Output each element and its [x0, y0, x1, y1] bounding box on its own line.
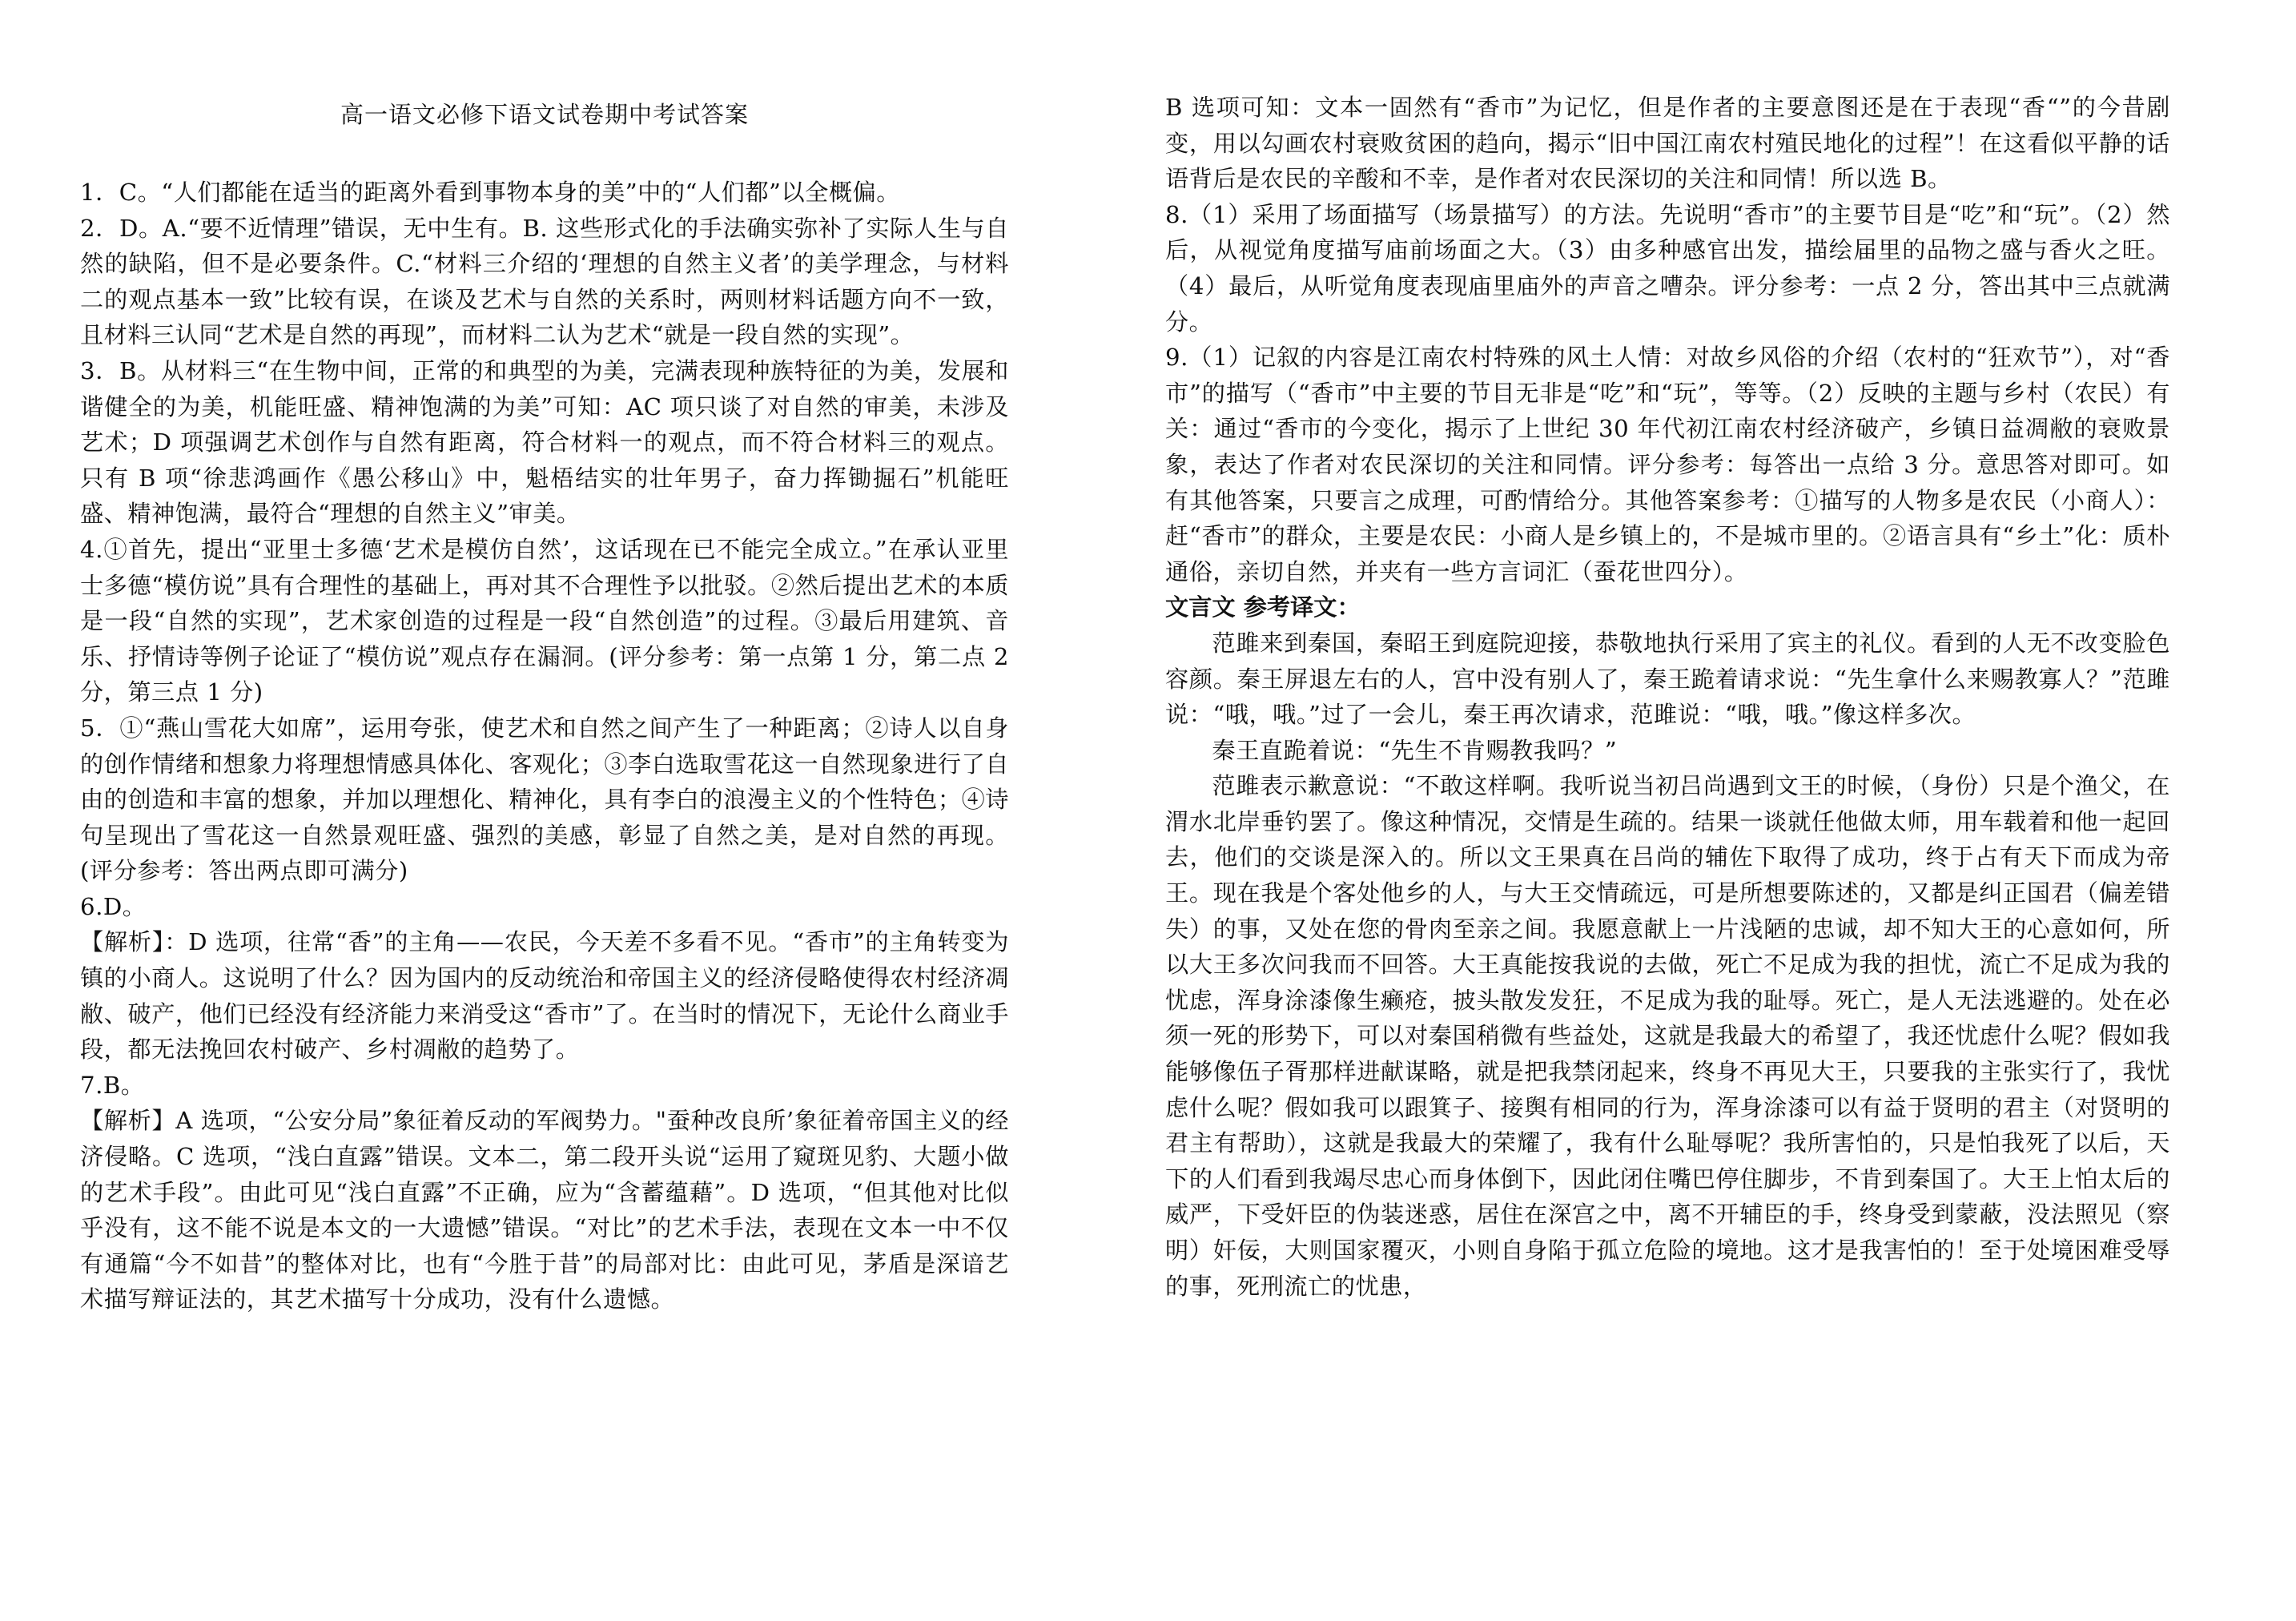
- answer-7: 7.B。: [80, 1071, 145, 1099]
- answer-3: 3．B。从材料三“在生物中间，正常的和典型的为美，完满表现种族特征的为美，发展和谐健全的为美，机能旺盛、精神饱满的为美”可知：AC 项只谈了对自然的审美，未涉及艺术；D 项强调艺术创作与自然有距离，符合材料一的观点，而不符合材料三的观点。只有 B 项“徐悲鸿画作《愚公移山》中，魁梧结实的壮年男子，奋力挥锄掘石”机能旺盛、精神饱满，最符合“理想的自然主义”审美。: [80, 356, 1009, 528]
- answer-1: 1．C。“人们都能在适当的距离外看到事物本身的美”中的“人们都”以全概偏。: [80, 179, 900, 206]
- answer-6-analysis: 【解析】：D 选项，往常“香”的主角——农民，今天差不多看不见。“香市”的主角转变为镇的小商人。这说明了什么？因为国内的反动统治和帝国主义的经济侵略使得农村经济凋敝、破产，他们已经没有经济能力来消受这“香市”了。在当时的情况下，无论什么商业手段，都无法挽回农村破产、乡村凋敝的趋势了。: [80, 928, 1009, 1064]
- document-title: 高一语文必修下语文试卷期中考试答案: [340, 101, 749, 128]
- answer-2: 2．D。A.“要不近情理”错误，无中生有。B. 这些形式化的手法确实弥补了实际人生与自然的缺陷，但不是必要条件。C.“材料三介绍的‘理想的自然主义者’的美学理念，与材料二的观点基本一致”比较有误，在谈及艺术与自然的关系时，两则材料话题方向不一致，且材料三认同“艺术是自然的再现”，而材料二认为艺术“就是一段自然的实现”。: [80, 214, 1009, 349]
- answer-7-analysis: 【解析】A 选项，“公安分局”象征着反动的军阀势力。"蚕种改良所’象征着帝国主义的经济侵略。C 选项，“浅白直露”错误。文本二，第二段开头说“运用了窥斑见豹、大题小做的艺术手段”。由此可见“浅白直露”不正确，应为“含蓄蕴藉”。D 选项，“但其他对比似乎没有，这不能不说是本文的一大遗憾”错误。“对比”的艺术手法，表现在文本一中不仅有通篇“今不如昔”的整体对比，也有“今胜于昔”的局部对比：由此可见，茅盾是深谙艺术描写辩证法的，其艺术描写十分成功，没有什么遗憾。: [80, 1107, 1009, 1313]
- classical-chinese-heading: 文言文 参考译文：: [1165, 593, 1361, 621]
- translation-paragraph-1: 范雎来到秦国，秦昭王到庭院迎接，恭敬地执行采用了宾主的礼仪。看到的人无不改变脸色容颜。秦王屏退左右的人，宫中没有别人了，秦王跪着请求说：“先生拿什么来赐教寡人？”范雎说：“哦，哦。”过了一会儿，秦王再次请求，范雎说：“哦，哦。”像这样多次。: [1165, 629, 2170, 729]
- answer-8: 8.（1）采用了场面描写（场景描写）的方法。先说明“香市”的主要节目是“吃”和“玩”。（2）然后，从视觉角度描写庙前场面之大。（3）由多种感官出发，描绘届里的品物之盛与香火之旺。（4）最后，从听觉角度表现庙里庙外的声音之嘈杂。评分参考：一点 2 分，答出其中三点就满分。: [1165, 200, 2170, 336]
- left-column: [80, 98, 1009, 1317]
- answer-7-continued: B 选项可知：文本一固然有“香市”为记忆，但是作者的主要意图还是在于表现“香“”的今昔剧变，用以勾画农村衰败贫困的趋向，揭示“旧中国江南农村殖民地化的过程”！在这看似平静的话语背后是农民的辛酸和不幸，是作者对农民深切的关注和同情！所以选 B。: [1165, 94, 2170, 193]
- translation-paragraph-2: 秦王直跪着说：“先生不肯赐教我吗？”: [1212, 736, 1618, 764]
- answer-4: 4.①首先，提出“亚里士多德‘艺术是模仿自然’，这话现在已不能完全成立。”在承认亚里士多德“模仿说”具有合理性的基础上，再对其不合理性予以批驳。②然后提出艺术的本质是一段“自然的实现”，艺术家创造的过程是一段“自然创造”的过程。③最后用建筑、音乐、抒情诗等例子论证了“模仿说”观点存在漏洞。(评分参考：第一点第 1 分，第二点 2 分，第三点 1 分): [80, 535, 1009, 706]
- answer-6: 6.D。: [80, 892, 147, 920]
- answer-5: 5．①“燕山雪花大如席”，运用夸张，使艺术和自然之间产生了一种距离；②诗人以自身的创作情绪和想象力将理想情感具体化、客观化；③李白选取雪花这一自然现象进行了自由的创造和丰富的想象，并加以理想化、精神化，具有李白的浪漫主义的个性特色；④诗句呈现出了雪花这一自然景观旺盛、强烈的美感，彰显了自然之美，是对自然的再现。(评分参考：答出两点即可满分): [80, 714, 1009, 885]
- translation-paragraph-3: 范雎表示歉意说：“不敢这样啊。我听说当初吕尚遇到文王的时候，（身份）只是个渔父，在渭水北岸垂钓罢了。像这种情况，交情是生疏的。结果一谈就任他做太师，用车载着和他一起回去，他们的交谈是深入的。所以文王果真在吕尚的辅佐下取得了成功，终于占有天下而成为帝王。现在我是个客处他乡的人，与大王交情疏远，可是所想要陈述的，又都是纠正国君（偏差错失）的事，又处在您的骨肉至亲之间。我愿意献上一片浅陋的忠诚，却不知大王的心意如何，所以大王多次问我而不回答。大王真能按我说的去做，死亡不足成为我的担忧，流亡不足成为我的忧虑，浑身涂漆像生癞疮，披头散发发狂，不足成为我的耻辱。死亡，是人无法逃避的。处在必须一死的形势下，可以对秦国稍微有些益处，这就是我最大的希望了，我还忧虑什么呢？假如我能够像伍子胥那样进献谋略，就是把我禁闭起来，终身不再见大王，只要我的主张实行了，我忧虑什么呢？假如我可以跟箕子、接舆有相同的行为，浑身涂漆可以有益于贤明的君主（对贤明的君主有帮助），这就是我最大的荣耀了，我有什么耻辱呢？我所害怕的，只是怕我死了以后，天下的人们看到我竭尽忠心而身体倒下，因此闭住嘴巴停住脚步，不肯到秦国了。大王上怕太后的威严，下受奸臣的伪装迷惑，居住在深宫之中，离不开辅臣的手，终身受到蒙蔽，没法照见（察明）奸佞，大则国家覆灭，小则自身陷于孤立危险的境地。这才是我害怕的！至于处境困难受辱的事，死刑流亡的忧患，: [1165, 772, 2170, 1300]
- answer-9: 9.（1）记叙的内容是江南农村特殊的风土人情：对故乡风俗的介绍（农村的“狂欢节”），对“香市”的描写（“香市”中主要的节目无非是“吃”和“玩”，等等。（2）反映的主题与乡村（农民）有关：通过“香市的今变化，揭示了上世纪 30 年代初江南农村经济破产，乡镇日益凋敝的衰败景象，表达了作者对农民深切的关注和同情。评分参考：每答出一点给 3 分。意思答对即可。如有其他答案，只要言之成理，可酌情给分。其他答案参考：①描写的人物多是农民（小商人）：赶“香市”的群众，主要是农民：小商人是乡镇上的，不是城市里的。②语言具有“乡土”化：质朴通俗，亲切自然，并夹有一些方言词汇（蚕花世四分）。: [1165, 344, 2170, 585]
- right-column: [1165, 90, 2170, 1304]
